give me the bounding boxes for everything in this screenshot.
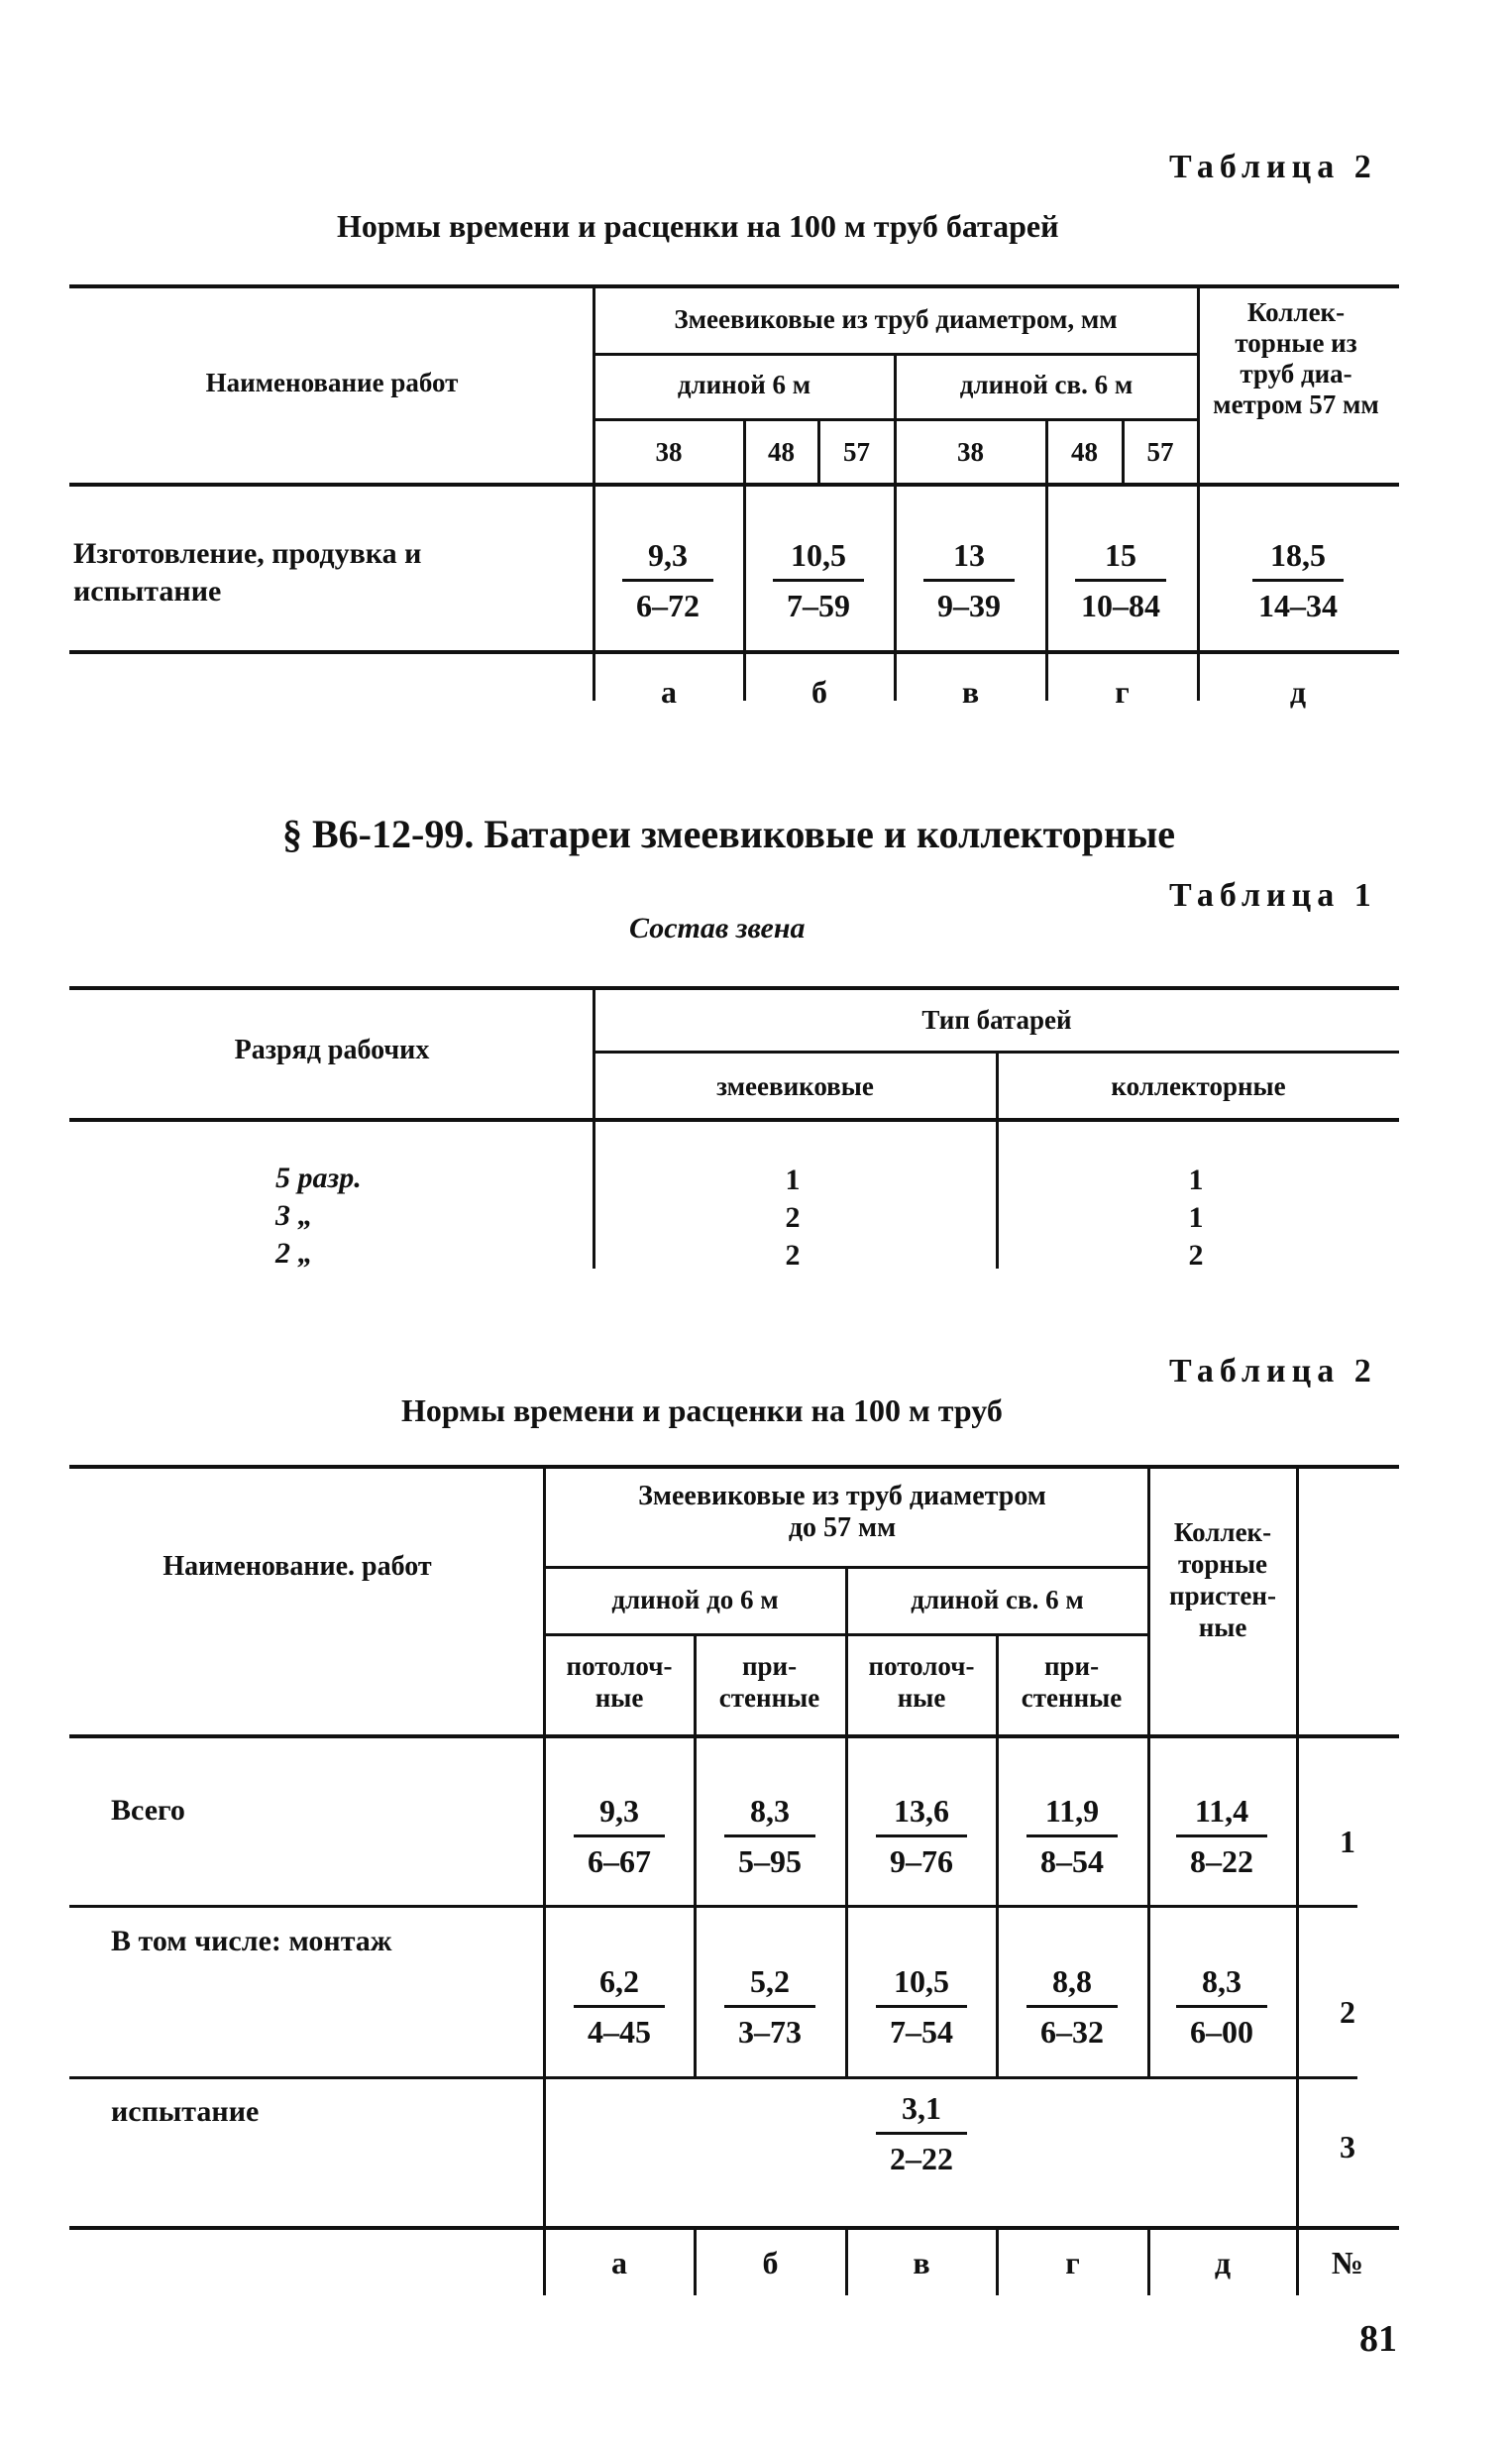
norm-value: 8,3 6–00 xyxy=(1162,1959,1281,2054)
norm-value: 3,1 2–22 xyxy=(862,2086,981,2180)
table-title: Нормы времени и расценки на 100 м труб xyxy=(401,1392,1003,1428)
col-header-ceiling: потолоч-ные xyxy=(868,1651,975,1713)
count-value: 1 xyxy=(1188,1164,1204,1196)
row-label: испытание xyxy=(111,2095,260,2128)
col-header-battery-type: Тип батарей xyxy=(921,1005,1072,1035)
table-label: Таблица 2 xyxy=(1169,1353,1377,1389)
norm-value: 18,5 14–34 xyxy=(1239,533,1357,627)
norm-value: 13,6 9–76 xyxy=(862,1789,981,1883)
row-label: Изготовление, продувка и испытание xyxy=(73,537,422,608)
col-header-len2: длиной св. 6 м xyxy=(959,370,1134,399)
row-number: 2 xyxy=(1340,1994,1355,2030)
col-header-group: Змеевиковые из труб диаметром до 57 мм xyxy=(638,1481,1046,1543)
table-subtitle: Состав звена xyxy=(629,912,806,944)
col-header-collector: Коллек-торные из труб диа-метром 57 мм xyxy=(1213,297,1379,419)
table-label: Таблица 1 xyxy=(1169,877,1377,914)
count-value: 2 xyxy=(1188,1239,1204,1272)
norm-value: 11,4 8–22 xyxy=(1162,1789,1281,1883)
col-header-coil: змеевиковые xyxy=(716,1071,874,1101)
col-header-collector: Коллек-торные пристен-ные xyxy=(1169,1517,1276,1642)
diameter-label: 38 xyxy=(655,437,683,467)
col-header-collector: коллекторные xyxy=(1111,1071,1286,1101)
norm-value: 11,9 8–54 xyxy=(1013,1789,1132,1883)
diameter-label: 48 xyxy=(1071,437,1098,467)
col-header-ceiling: потолоч-ные xyxy=(566,1651,673,1713)
column-letter: б xyxy=(811,674,827,710)
col-header-name: Наименование работ xyxy=(205,368,459,397)
count-value: 1 xyxy=(1188,1201,1204,1234)
col-header-wall: при-стенные xyxy=(718,1651,820,1713)
count-value: 2 xyxy=(785,1201,801,1234)
rank-label: 5 разр. xyxy=(275,1162,362,1194)
count-value: 2 xyxy=(785,1239,801,1272)
table-label: Таблица 2 xyxy=(1169,149,1377,185)
rank-label: 2 „ xyxy=(275,1237,313,1270)
column-letter: д xyxy=(1214,2245,1232,2280)
column-letter: д xyxy=(1289,674,1307,710)
page-number: 81 xyxy=(1359,2318,1397,2360)
row-label: В том числе: монтаж xyxy=(111,1925,392,1957)
column-letter: в xyxy=(961,674,980,710)
diameter-label: 38 xyxy=(957,437,984,467)
column-letter: а xyxy=(661,674,677,710)
diameter-label: 48 xyxy=(768,437,795,467)
norm-value: 8,3 5–95 xyxy=(710,1789,829,1883)
norm-value: 5,2 3–73 xyxy=(710,1959,829,2054)
row-label: Всего xyxy=(111,1794,185,1827)
column-letter: б xyxy=(762,2245,779,2280)
norm-value: 15 10–84 xyxy=(1061,533,1180,627)
table-title: Нормы времени и расценки на 100 м труб батарей xyxy=(337,208,1059,244)
norm-value: 13 9–39 xyxy=(910,533,1028,627)
diameter-label: 57 xyxy=(843,437,870,467)
col-header-len2: длиной св. 6 м xyxy=(911,1585,1084,1614)
col-header-rank: Разряд рабочих xyxy=(234,1035,430,1065)
col-header-len1: длиной 6 м xyxy=(677,370,811,399)
norm-value: 10,5 7–54 xyxy=(862,1959,981,2054)
col-header-wall: при-стенные xyxy=(1021,1651,1123,1713)
column-letter: в xyxy=(913,2245,930,2280)
column-letter: № xyxy=(1331,2245,1364,2280)
col-header-name: Наименование. работ xyxy=(162,1551,432,1582)
column-letter: а xyxy=(611,2245,627,2280)
col-header-group: Змеевиковые из труб диаметром, мм xyxy=(674,304,1118,334)
row-number: 3 xyxy=(1340,2129,1355,2165)
diameter-label: 57 xyxy=(1146,437,1174,467)
norm-value: 8,8 6–32 xyxy=(1013,1959,1132,2054)
column-letter: г xyxy=(1115,674,1130,710)
row-number: 1 xyxy=(1340,1824,1355,1859)
norm-value: 6,2 4–45 xyxy=(560,1959,679,2054)
column-letter: г xyxy=(1065,2245,1080,2280)
section-heading: § В6-12-99. Батареи змеевиковые и коллекторные xyxy=(282,812,1176,856)
norm-value: 10,5 7–59 xyxy=(759,533,878,627)
rank-label: 3 „ xyxy=(275,1199,313,1232)
norm-value: 9,3 6–67 xyxy=(560,1789,679,1883)
col-header-len1: длиной до 6 м xyxy=(611,1585,779,1614)
norm-value: 9,3 6–72 xyxy=(608,533,727,627)
count-value: 1 xyxy=(785,1164,801,1196)
